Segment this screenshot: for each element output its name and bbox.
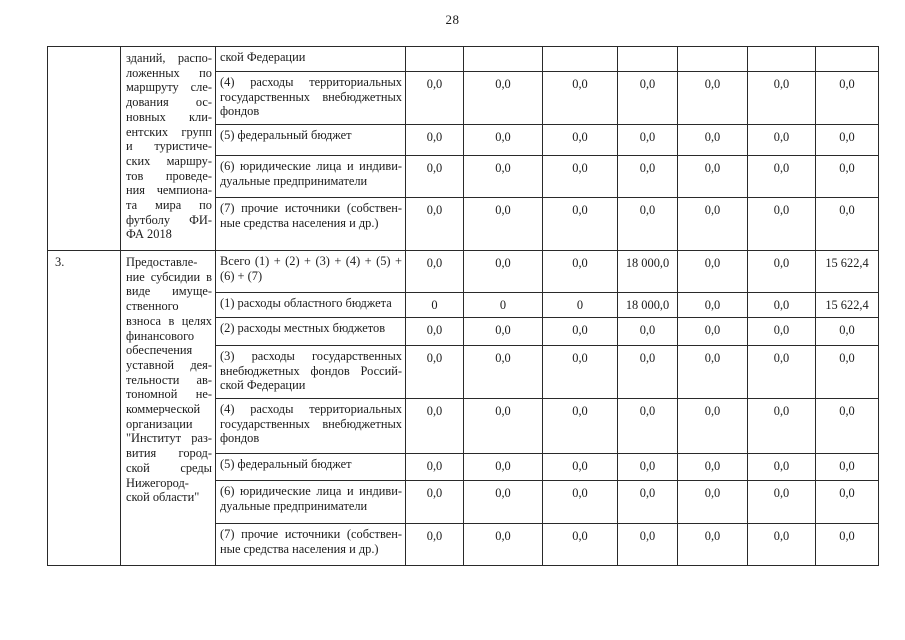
amount-cell: 0,0 [464,251,543,293]
expense-source-cell [216,399,406,454]
expense-source-cell [216,293,406,318]
expense-source-line: (6) юридические лица и индиви- [220,484,402,498]
program-name-line: виде имуще- [126,284,212,299]
program-name-line: обеспечения [126,343,193,358]
program-name-line: дования ос- [126,95,212,110]
expense-source-line: фондов [220,431,260,446]
amount-cell: 0,0 [678,156,748,198]
amount-cell: 0,0 [618,399,678,454]
amount-cell: 0,0 [678,293,748,318]
amount-cell: 0,0 [618,454,678,481]
program-name-line: финансового [126,328,195,343]
amount-cell: 0 [406,293,464,318]
expense-source-line: (7) прочие источники (собствен- [220,201,402,215]
amount-cell: 0,0 [464,524,543,566]
expense-source-line: государственных внебюджетных [220,89,402,104]
expense-source-cell [216,318,406,346]
amount-cell: 0,0 [678,346,748,399]
program-name-cell [121,251,216,566]
program-name-line: ентских групп [126,124,212,139]
amount-cell: 0,0 [406,481,464,524]
amount-cell: 0,0 [464,318,543,346]
amount-cell: 0,0 [816,481,879,524]
amount-cell: 0,0 [748,198,816,251]
program-name-cell [121,47,216,251]
amount-cell: 0,0 [618,346,678,399]
expense-source-line: Всего (1) + (2) + (3) + (4) + (5) + [220,254,402,268]
amount-cell: 0,0 [678,481,748,524]
expense-source-line: ные средства населения и др.) [220,541,379,556]
amount-cell: 0,0 [406,524,464,566]
amount-cell [816,47,879,72]
amount-cell: 0 [464,293,543,318]
program-name-line: тономной не- [126,387,212,402]
amount-cell: 0,0 [678,524,748,566]
amount-cell: 0,0 [748,125,816,156]
amount-cell: 0,0 [543,481,618,524]
program-name-line: маршруту сле- [126,80,212,95]
expense-source-line: ской Федерации [220,50,306,64]
amount-cell: 0,0 [618,524,678,566]
program-name-line: та мира по [126,198,212,213]
expense-source-line: (2) расходы местных бюджетов [220,321,386,335]
amount-cell: 0 [543,293,618,318]
amount-cell: 0,0 [464,481,543,524]
program-name-line: организации [126,416,193,431]
budget-table [47,46,879,566]
amount-cell: 0,0 [748,454,816,481]
program-name-line: тельности ав- [126,372,212,387]
expense-source-line: (3) расходы государственных [220,349,402,363]
amount-cell: 15 622,4 [816,293,879,318]
amount-cell: 0,0 [406,198,464,251]
amount-cell: 0,0 [543,198,618,251]
expense-source-line: (7) прочие источники (собствен- [220,527,402,541]
amount-cell: 0,0 [543,346,618,399]
amount-cell: 0,0 [618,125,678,156]
amount-cell: 0,0 [543,156,618,198]
amount-cell: 0,0 [464,346,543,399]
program-name-line: ственного [126,299,179,314]
amount-cell: 0,0 [816,72,879,125]
program-name-line: коммерческой [126,402,201,417]
expense-source-line: (4) расходы территориальных [220,75,402,89]
amount-cell: 0,0 [816,198,879,251]
amount-cell: 0,0 [816,318,879,346]
amount-cell: 0,0 [748,524,816,566]
expense-source-line: (1) расходы областного бюджета [220,296,392,310]
amount-cell: 0,0 [543,399,618,454]
amount-cell: 0,0 [748,346,816,399]
amount-cell: 0,0 [406,399,464,454]
amount-cell: 0,0 [816,156,879,198]
amount-cell: 0,0 [748,156,816,198]
program-name-line: новных кли- [126,109,212,124]
amount-cell: 0,0 [618,198,678,251]
amount-cell [464,47,543,72]
expense-source-cell [216,481,406,524]
amount-cell: 15 622,4 [816,251,879,293]
amount-cell [678,47,748,72]
amount-cell: 0,0 [618,318,678,346]
amount-cell: 0,0 [464,156,543,198]
expense-source-line: (5) федеральный бюджет [220,128,352,142]
expense-source-line: (6) + (7) [220,268,263,283]
program-name-line: ской среды [126,460,212,475]
program-name-line: ложенных по [126,65,212,80]
amount-cell: 0,0 [748,72,816,125]
program-name-line: зданий, распо- [126,51,212,65]
amount-cell: 0,0 [748,399,816,454]
expense-source-cell [216,251,406,293]
program-name-line: ние субсидии в [126,269,212,284]
program-name-line: Нижегород- [126,475,189,490]
amount-cell: 0,0 [816,524,879,566]
amount-cell: 0,0 [406,251,464,293]
expense-source-cell [216,125,406,156]
expense-source-cell [216,198,406,251]
program-name-line: Предоставле- [126,255,198,269]
amount-cell: 0,0 [543,251,618,293]
page-number: 28 [445,12,460,27]
amount-cell: 0,0 [464,72,543,125]
amount-cell: 0,0 [678,251,748,293]
amount-cell: 0,0 [678,318,748,346]
amount-cell: 0,0 [678,72,748,125]
amount-cell: 0,0 [406,318,464,346]
amount-cell: 0,0 [464,125,543,156]
row-number-cell [48,47,121,251]
program-name-line: вития город- [126,446,212,461]
amount-cell: 0,0 [748,318,816,346]
amount-cell [618,47,678,72]
amount-cell [543,47,618,72]
amount-cell: 18 000,0 [618,293,678,318]
amount-cell: 0,0 [816,125,879,156]
table-row [48,251,879,293]
amount-cell: 0,0 [406,454,464,481]
amount-cell: 0,0 [543,125,618,156]
amount-cell: 18 000,0 [618,251,678,293]
amount-cell [748,47,816,72]
expense-source-line: ской Федерации [220,378,306,393]
expense-source-line: (5) федеральный бюджет [220,457,352,471]
program-name-line: ФА 2018 [126,227,172,242]
amount-cell: 0,0 [464,454,543,481]
program-name-line: ния чемпиона- [126,183,212,198]
amount-cell: 0,0 [618,72,678,125]
amount-cell: 0,0 [543,454,618,481]
amount-cell: 0,0 [678,454,748,481]
program-name-line: тов проведе- [126,168,212,183]
amount-cell: 0,0 [816,399,879,454]
amount-cell: 0,0 [543,318,618,346]
program-name-line: и туристиче- [126,139,212,154]
table-row [48,47,879,72]
program-name-line: "Институт раз- [126,431,212,446]
amount-cell: 0,0 [816,454,879,481]
amount-cell: 0,0 [406,346,464,399]
program-name-line: ской области" [126,490,200,505]
amount-cell: 0,0 [678,198,748,251]
expense-source-line: дуальные предприниматели [220,498,368,513]
expense-source-line: (6) юридические лица и индиви- [220,159,402,173]
program-name-line: уставной дея- [126,357,212,372]
amount-cell: 0,0 [464,198,543,251]
expense-source-cell [216,454,406,481]
program-name-line: футболу ФИ- [126,212,212,227]
amount-cell: 0,0 [406,156,464,198]
expense-source-line: внебюджетных фондов Россий- [220,363,402,378]
program-name-line: взноса в целях [126,313,212,328]
amount-cell [406,47,464,72]
amount-cell: 0,0 [464,399,543,454]
table-body [48,47,879,566]
amount-cell: 0,0 [816,346,879,399]
amount-cell: 0,0 [748,251,816,293]
expense-source-cell [216,524,406,566]
amount-cell: 0,0 [678,125,748,156]
expense-source-line: государственных внебюджетных [220,416,402,431]
expense-source-line: (4) расходы территориальных [220,402,402,416]
expense-source-line: дуальные предприниматели [220,173,368,188]
amount-cell: 0,0 [406,72,464,125]
expense-source-line: ные средства населения и др.) [220,215,379,230]
expense-source-cell [216,156,406,198]
expense-source-line: фондов [220,104,260,119]
amount-cell: 0,0 [678,399,748,454]
expense-source-cell [216,47,406,72]
amount-cell: 0,0 [748,481,816,524]
amount-cell: 0,0 [543,72,618,125]
amount-cell: 0,0 [618,156,678,198]
amount-cell: 0,0 [543,524,618,566]
amount-cell: 0,0 [406,125,464,156]
expense-source-cell [216,346,406,399]
row-number-cell: 3. [48,251,121,566]
program-name-line: ских маршру- [126,153,212,168]
expense-source-cell [216,72,406,125]
amount-cell: 0,0 [618,481,678,524]
amount-cell: 0,0 [748,293,816,318]
